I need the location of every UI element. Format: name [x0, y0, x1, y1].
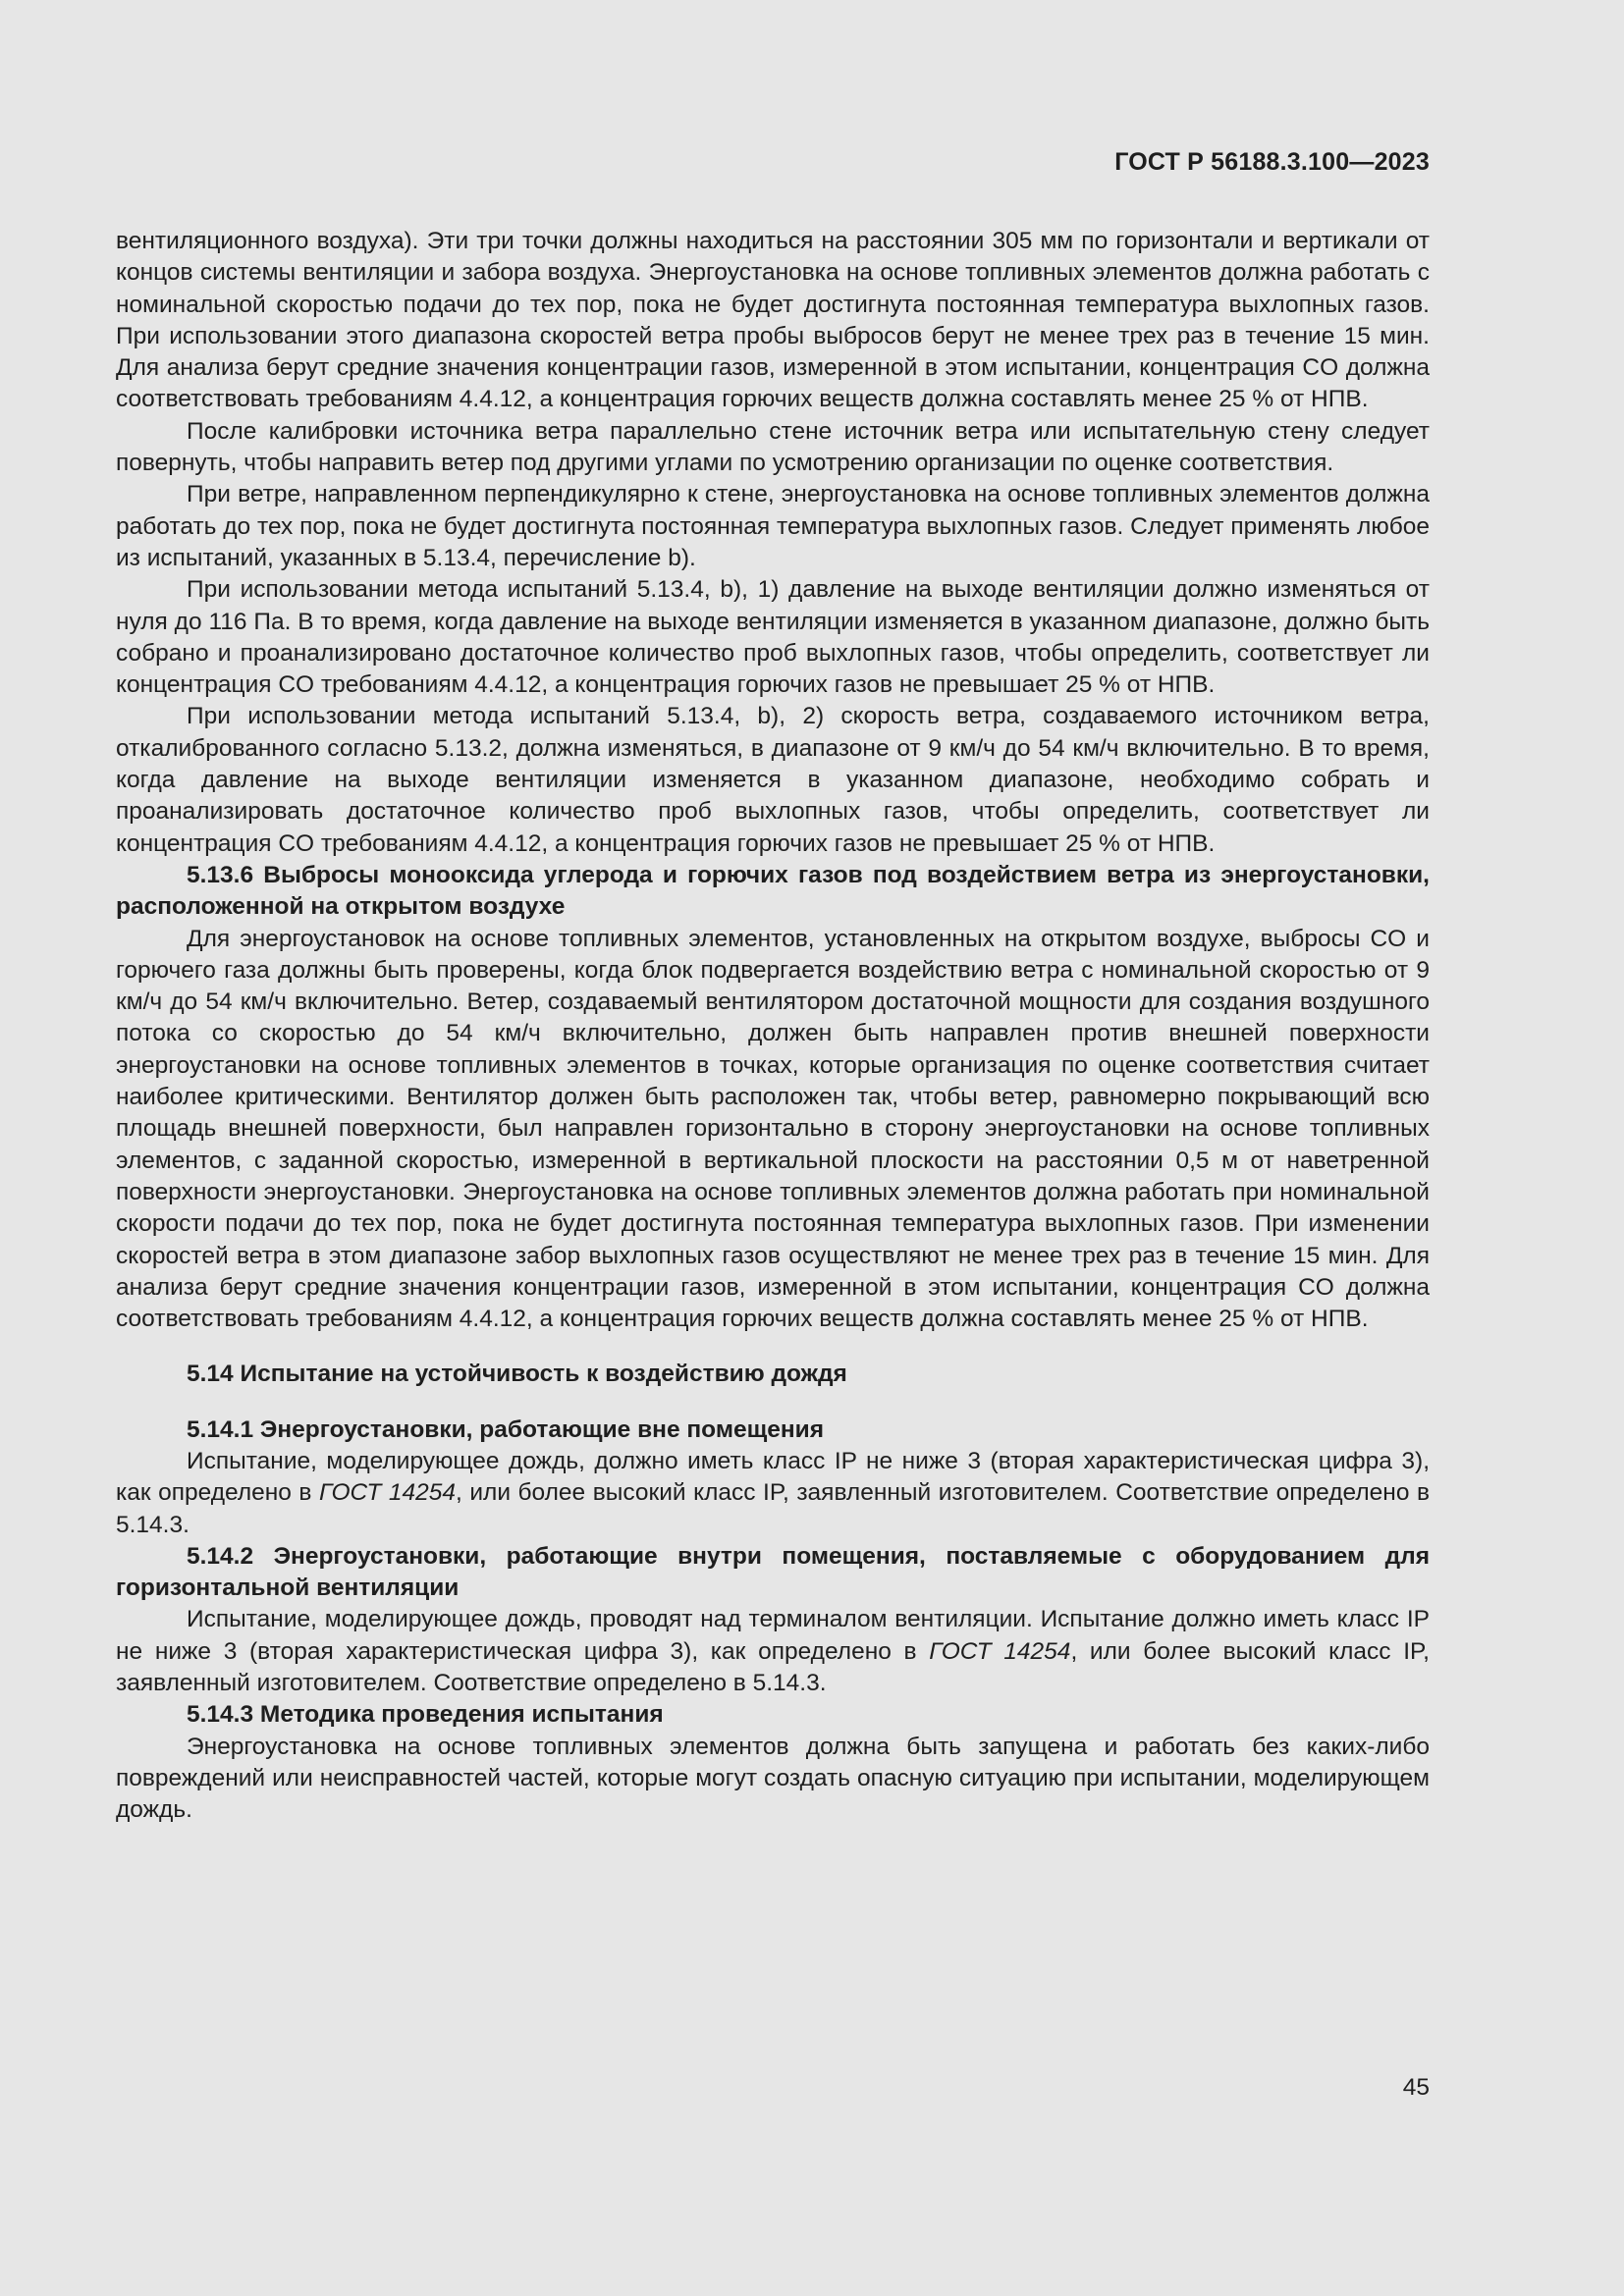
- text-run: , или более высокий класс IP, заявленный изготовителем. Соответствие определено в 5.14.3.: [116, 1637, 1430, 1697]
- text-run: Испытание, моделирующее дождь, должно иметь класс IP не ниже 3 (вторая характеристическая цифра 3), как определено в: [116, 1447, 1430, 1507]
- page-number: 45: [1402, 2074, 1430, 2101]
- paragraph: Энергоустановка на основе топливных элементов должна быть запущена и работать без каких-либо повреждений или неисправностей частей, которые могут создать опасную ситуацию при испытании, моделирующем дождь.: [116, 1733, 1430, 1824]
- section-heading-5-13-6: 5.13.6 Выбросы монооксида углерода и горючих газов под воздействием ветра из энергоустановки, расположенной на открытом воздухе: [116, 861, 1430, 921]
- paragraph: [116, 1446, 1430, 1541]
- section-heading-5-14: 5.14 Испытание на устойчивость к воздействию дождя: [187, 1361, 847, 1388]
- section-heading-5-14-3: 5.14.3 Методика проведения испытания: [187, 1701, 664, 1729]
- paragraph: Для энергоустановок на основе топливных элементов, установленных на открытом воздухе, выбросы CO и горючего газа должны быть проверены, когда блок подвергается воздействию ветра с номинальной скоростью от 9 км/ч до 54 км/ч включительно. Ветер, создаваемый вентилятором достаточной мощности для создания воздушного потока со скоростью до 54 км/ч включительно, должен быть направлен против внешней поверхности энергоустановки на основе топливных элементов в точках, которые организация по оценке соответствия считает наиболее критическими. Вентилятор должен быть расположен так, чтобы ветер, равномерно покрывающий всю площадь внешней поверхности, был направлен горизонтально в сторону энергоустановки на основе топливных элементов, с заданной скоростью, измеренной в вертикальной плоскости на расстоянии 0,5 м от наветренной поверхности энергоустановки. Энергоустановка на основе топливных элементов должна работать при номинальной скорости подачи до тех пор, пока не будет достигнута постоянная температура выхлопных газов. При изменении скоростей ветра в этом диапазоне забор выхлопных газов осуществляют не менее трех раз в течение 15 мин. Для анализа берут средние значения концентрации газов, измеренной в этом испытании, концентрация CO должна соответствовать требованиям 4.4.12, а концентрация горючих веществ должна составлять менее 25 % от НПВ.: [116, 925, 1430, 1333]
- standard-reference: ГОСТ 14254: [318, 1479, 457, 1507]
- paragraph: При использовании метода испытаний 5.13.4, b), 2) скорость ветра, создаваемого источником ветра, откалиброванного согласно 5.13.2, должна изменяться, в диапазоне от 9 км/ч до 54 км/ч включительно. В то время, когда давление на выходе вентиляции изменяется в указанном диапазоне, необходимо собрать и проанализировать достаточное количество проб выхлопных газов, чтобы определить, соответствует ли концентрация CO требованиям 4.4.12, а концентрация горючих газов не превышает 25 % от НПВ.: [116, 703, 1430, 857]
- text-run: , или более высокий класс IP, заявленный изготовителем. Соответствие определено в 5.14.3.: [116, 1479, 1430, 1538]
- paragraph: При использовании метода испытаний 5.13.4, b), 1) давление на выходе вентиляции должно изменяться от нуля до 116 Па. В то время, когда давление на выходе вентиляции изменяется в указанном диапазоне, должно быть собрано и проанализировано достаточное количество проб выхлопных газов, чтобы определить, соответствует ли концентрация CO требованиям 4.4.12, а концентрация горючих газов не превышает 25 % от НПВ.: [116, 576, 1430, 699]
- paragraph: вентиляционного воздуха). Эти три точки должны находиться на расстоянии 305 мм по горизонтали и вертикали от концов системы вентиляции и забора воздуха. Энергоустановка на основе топливных элементов должна работать с номинальной скоростью подачи до тех пор, пока не будет достигнута постоянная температура выхлопных газов. При использовании этого диапазона скоростей ветра пробы выбросов берут не менее трех раз в течение 15 мин. Для анализа берут средние значения концентрации газов, измеренной в этом испытании, концентрация CO должна соответствовать требованиям 4.4.12, а концентрация горючих веществ должна составлять менее 25 % от НПВ.: [116, 228, 1430, 413]
- paragraph: После калибровки источника ветра параллельно стене источник ветра или испытательную стену следует повернуть, чтобы направить ветер под другими углами по усмотрению организации по оценке соответствия.: [116, 417, 1430, 477]
- standard-reference: ГОСТ 14254: [929, 1637, 1071, 1665]
- document-header: ГОСТ Р 56188.3.100—2023: [1114, 148, 1430, 176]
- section-heading-5-14-2: 5.14.2 Энергоустановки, работающие внутри помещения, поставляемые с оборудованием для горизонтальной вентиляции: [116, 1542, 1430, 1602]
- section-heading-5-14-1: 5.14.1 Энергоустановки, работающие вне помещения: [187, 1415, 825, 1443]
- text-run: Испытание, моделирующее дождь, проводят над терминалом вентиляции. Испытание должно иметь класс IP не ниже 3 (вторая характеристическая цифра 3), как определено в: [116, 1606, 1430, 1665]
- paragraph: [116, 1604, 1430, 1699]
- paragraph: При ветре, направленном перпендикулярно к стене, энергоустановка на основе топливных элементов должна работать до тех пор, пока не будет достигнута постоянная температура выхлопных газов. Следует применять любое из испытаний, указанных в 5.13.4, перечисление b).: [116, 481, 1430, 571]
- page-body: [116, 226, 1430, 1827]
